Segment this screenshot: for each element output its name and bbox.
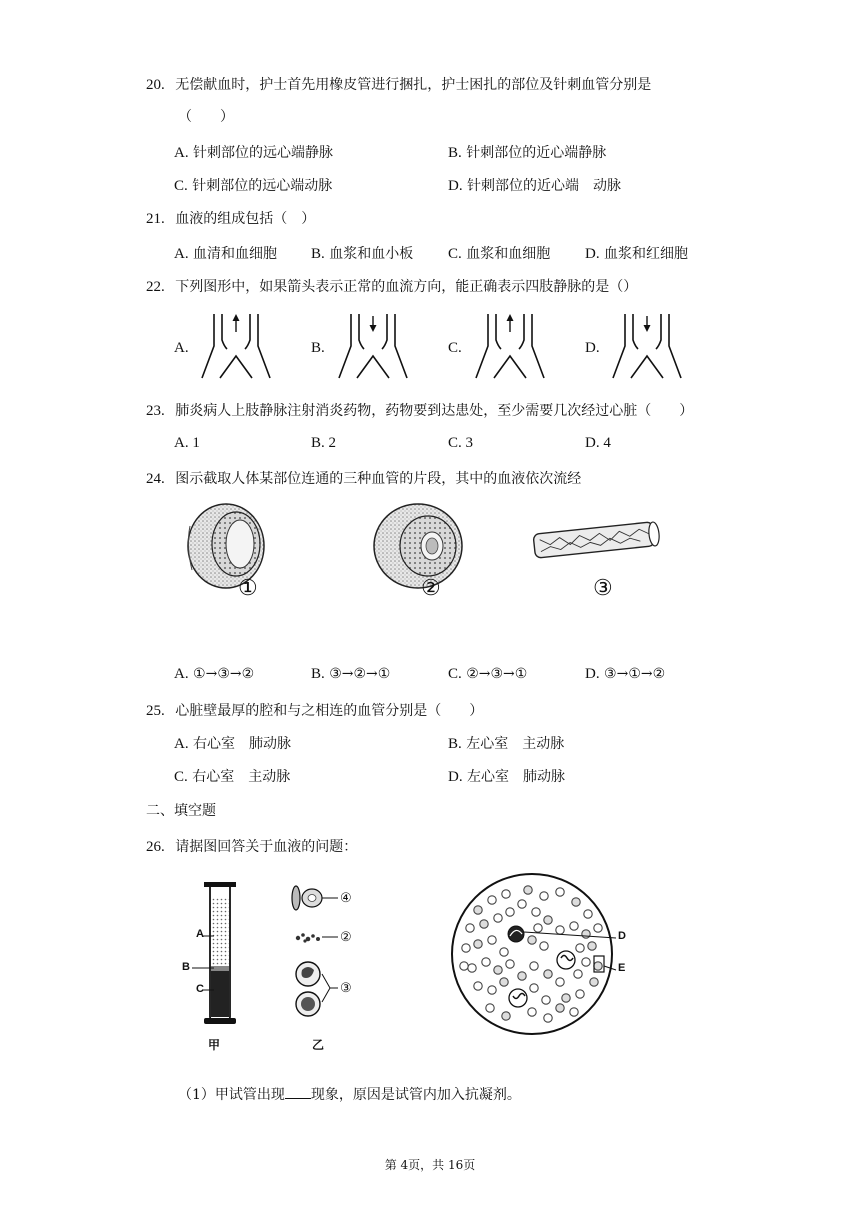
red-blood-cell-icon — [480, 920, 488, 928]
red-blood-cell-icon — [590, 978, 598, 986]
question-26 — [146, 836, 357, 856]
question-21 — [146, 208, 315, 228]
option-b: B. 血浆和血小板 — [311, 246, 414, 262]
vessel-junction-arrow-up-icon — [474, 312, 546, 380]
figure-label-2: ② — [421, 576, 441, 601]
red-blood-cell-icon — [574, 970, 582, 978]
option-a: A. 右心室 肺动脉 — [174, 736, 292, 752]
question-number: 21. — [146, 211, 165, 227]
platelet-icon — [296, 933, 320, 942]
red-blood-cell-icon — [488, 936, 496, 944]
red-blood-cell-icon — [502, 1012, 510, 1020]
cell-label-2: ② — [340, 930, 352, 945]
red-blood-cell-icon — [572, 898, 580, 906]
question-number: 25. — [146, 703, 165, 719]
answer-blank[interactable] — [285, 1084, 311, 1099]
red-blood-cell-icon — [506, 908, 514, 916]
red-blood-cell-icon — [562, 994, 570, 1002]
tube-label-b: B — [182, 961, 190, 973]
red-blood-cell-icon — [540, 942, 548, 950]
option-d: D. ③→①→② — [585, 666, 666, 682]
option-b: B. 针刺部位的近心端静脉 — [448, 145, 607, 161]
question-25 — [146, 700, 483, 720]
red-blood-cell-icon — [474, 906, 482, 914]
red-blood-cell-icon — [528, 1008, 536, 1016]
red-blood-cell-icon — [576, 944, 584, 952]
question-text: 肺炎病人上肢静脉注射消炎药物，药物要到达患处，至少需要几次经过心脏（ ） — [175, 403, 694, 419]
red-blood-cell-icon — [460, 962, 468, 970]
section-title: 二、填空题 — [146, 803, 216, 819]
red-blood-cell-icon — [474, 940, 482, 948]
vessel-segment-3-icon — [533, 522, 660, 559]
red-blood-cell-icon — [488, 986, 496, 994]
red-blood-cell-icon — [544, 1014, 552, 1022]
red-blood-cell-icon — [488, 896, 496, 904]
question-20 — [146, 74, 651, 94]
red-blood-cell-icon — [556, 888, 564, 896]
red-blood-cell-icon — [292, 886, 322, 910]
option-d: D. 4 — [585, 435, 611, 451]
red-blood-cell-icon — [494, 914, 502, 922]
tube-label-c: C — [196, 983, 204, 995]
red-blood-cell-icon — [518, 972, 526, 980]
sub-question-1: （1）甲试管出现 现象，原因是试管内加入抗凝剂。 — [178, 1084, 521, 1104]
option-a: A. 针刺部位的远心端静脉 — [174, 145, 334, 161]
option-c: C. 3 — [448, 435, 474, 451]
cell-label-3: ③ — [340, 981, 352, 996]
test-tube-figure — [180, 878, 250, 1028]
option-c: C. 针刺部位的远心端动脉 — [174, 178, 333, 194]
red-blood-cell-icon — [500, 978, 508, 986]
option-b: B. ③→②→① — [311, 666, 391, 682]
question-text: 心脏壁最厚的腔和与之相连的血管分别是（ ） — [175, 703, 484, 719]
red-blood-cell-icon — [466, 924, 474, 932]
question-24 — [146, 468, 581, 488]
option-b-label: B. — [311, 340, 325, 356]
option-a: A. 血清和血细胞 — [174, 246, 278, 262]
vessel-junction-arrow-down-icon — [611, 312, 683, 380]
red-blood-cell-icon — [556, 978, 564, 986]
red-blood-cell-icon — [570, 922, 578, 930]
red-blood-cell-icon — [468, 964, 476, 972]
option-a: A. ①→③→② — [174, 666, 255, 682]
option-d: D. 针刺部位的近心端 动脉 — [448, 178, 622, 194]
red-blood-cell-icon — [502, 890, 510, 898]
option-c: C. 右心室 主动脉 — [174, 769, 291, 785]
question-number: 26. — [146, 839, 165, 855]
red-blood-cell-icon — [544, 970, 552, 978]
red-blood-cell-icon — [518, 900, 526, 908]
tube-label-a: A — [196, 928, 204, 940]
question-number: 22. — [146, 279, 165, 295]
red-blood-cell-icon — [556, 926, 564, 934]
figure-label-1: ① — [238, 576, 258, 601]
caption-jia: 甲 — [208, 1038, 221, 1052]
option-c: C. ②→③→① — [448, 666, 528, 682]
question-text: 无偿献血时，护士首先用橡皮管进行捆扎，护士困扎的部位及针刺血管分别是 — [175, 77, 652, 93]
option-b: B. 2 — [311, 435, 337, 451]
red-blood-cell-icon — [576, 990, 584, 998]
caption-yi: 乙 — [312, 1038, 325, 1052]
red-blood-cell-icon — [534, 924, 542, 932]
white-blood-cell-icon — [296, 962, 320, 1016]
red-blood-cell-icon — [588, 942, 596, 950]
answer-paren: （ ） — [178, 109, 234, 125]
red-blood-cell-icon — [500, 948, 508, 956]
option-a-label: A. — [174, 340, 189, 356]
question-number: 24. — [146, 471, 165, 487]
option-d-label: D. — [585, 340, 600, 356]
vessel-junction-arrow-up-icon — [200, 312, 272, 380]
question-text: 图示截取人体某部位连通的三种血管的片段，其中的血液依次流经 — [175, 471, 582, 487]
red-blood-cell-icon — [530, 962, 538, 970]
red-blood-cell-icon — [482, 958, 490, 966]
question-number: 20. — [146, 77, 165, 93]
micro-label-e: E — [618, 962, 626, 974]
red-blood-cell-icon — [542, 996, 550, 1004]
option-d: D. 左心室 肺动脉 — [448, 769, 566, 785]
red-blood-cell-icon — [594, 962, 602, 970]
red-blood-cell-icon — [582, 930, 590, 938]
red-blood-cell-icon — [530, 984, 538, 992]
red-blood-cell-icon — [494, 966, 502, 974]
option-d: D. 血浆和红细胞 — [585, 246, 689, 262]
red-blood-cell-icon — [570, 1008, 578, 1016]
red-blood-cell-icon — [474, 982, 482, 990]
red-blood-cell-icon — [556, 1004, 564, 1012]
vessel-segment-2-icon — [374, 504, 462, 588]
white-blood-cell-d-icon — [508, 926, 524, 942]
question-23 — [146, 400, 693, 420]
microscope-field-figure — [448, 870, 648, 1040]
option-c-label: C. — [448, 340, 462, 356]
red-blood-cell-icon — [582, 958, 590, 966]
option-c: C. 血浆和血细胞 — [448, 246, 551, 262]
option-a: A. 1 — [174, 435, 200, 451]
page-footer: 第 4页，共 16页 — [384, 1158, 476, 1172]
red-blood-cell-icon — [540, 892, 548, 900]
red-blood-cell-icon — [462, 944, 470, 952]
red-blood-cell-icon — [506, 960, 514, 968]
question-text: 血液的组成包括（ ） — [175, 211, 316, 227]
red-blood-cell-icon — [524, 886, 532, 894]
question-text: 下列图形中，如果箭头表示正常的血流方向，能正确表示四肢静脉的是（） — [175, 279, 638, 295]
red-blood-cell-icon — [584, 910, 592, 918]
vessel-junction-arrow-down-icon — [337, 312, 409, 380]
blood-cells-figure — [284, 880, 364, 1030]
red-blood-cell-icon — [486, 1004, 494, 1012]
red-blood-cell-icon — [532, 908, 540, 916]
red-blood-cell-icon — [544, 916, 552, 924]
cell-label-4: ④ — [340, 891, 352, 906]
red-blood-cell-icon — [594, 924, 602, 932]
option-b: B. 左心室 主动脉 — [448, 736, 565, 752]
question-22 — [146, 276, 637, 296]
red-blood-cell-icon — [528, 936, 536, 944]
micro-label-d: D — [618, 930, 626, 942]
question-number: 23. — [146, 403, 165, 419]
question-text: 请据图回答关于血液的问题： — [175, 839, 358, 855]
figure-label-3: ③ — [593, 576, 613, 601]
